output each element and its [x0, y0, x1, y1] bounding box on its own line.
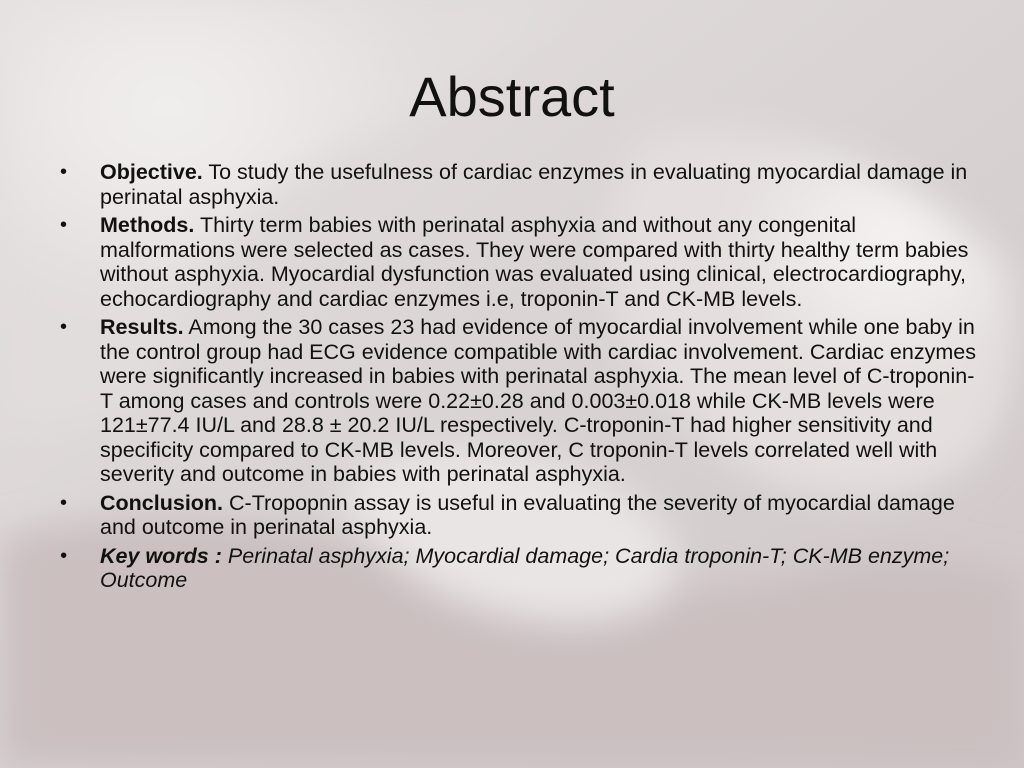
- objective-text: [100, 160, 980, 209]
- bullet-icon: •: [60, 214, 68, 236]
- bullet-icon: •: [60, 161, 68, 183]
- objective-label: Objective.: [100, 160, 203, 184]
- list-item: [60, 160, 980, 209]
- list-item: [60, 213, 980, 311]
- keywords-label: Key words :: [100, 543, 222, 568]
- objective-body: To study the usefulness of cardiac enzymes in evaluating myocardial damage in perinatal asphyxia.: [100, 160, 968, 209]
- methods-body: Thirty term babies with perinatal asphyxia and without any congenital malformations were selected as cases. They were compared with thirty healthy term babies without asphyxia. Myocardial dysfunction was evaluated using clinical, electrocardiography, echocardiography and cardiac enzymes i.e, troponin-T and CK-MB levels.: [100, 213, 969, 311]
- methods-label: Methods.: [100, 213, 195, 237]
- bullet-icon: •: [60, 544, 68, 567]
- bullet-icon: •: [60, 491, 68, 514]
- list-item: [60, 491, 980, 540]
- results-text: [100, 315, 980, 487]
- keywords-body: Perinatal asphyxia; Myocardial damage; Cardia troponin-T; CK-MB enzyme; Outcome: [100, 543, 950, 592]
- keywords-text: [100, 544, 980, 593]
- slide-title: Abstract: [409, 65, 615, 128]
- bullet-icon: •: [60, 316, 68, 338]
- conclusion-label: Conclusion.: [100, 490, 224, 515]
- methods-text: [100, 213, 980, 311]
- conclusion-body: C-Tropopnin assay is useful in evaluating the severity of myocardial damage and outcome in perinatal asphyxia.: [100, 490, 955, 539]
- results-label: Results.: [100, 315, 184, 339]
- results-body: Among the 30 cases 23 had evidence of myocardial involvement while one baby in the control group had ECG evidence compatible with cardiac involvement. Cardiac enzymes were significantly increased in babies with perinatal asphyxia. The mean level of C-troponin-T among cases and controls were 0.22±0.28 and 0.003±0.018 while CK-MB levels were 121±77.4 IU/L and 28.8 ± 20.2 IU/L respectively. C-troponin-T had higher sensitivity and specificity compared to CK-MB levels. Moreover, C troponin-T levels correlated well with severity and outcome in babies with perinatal asphyxia.: [100, 315, 976, 486]
- conclusion-text: [100, 491, 980, 540]
- abstract-list: [60, 160, 980, 597]
- list-item: [60, 544, 980, 593]
- list-item: [60, 315, 980, 487]
